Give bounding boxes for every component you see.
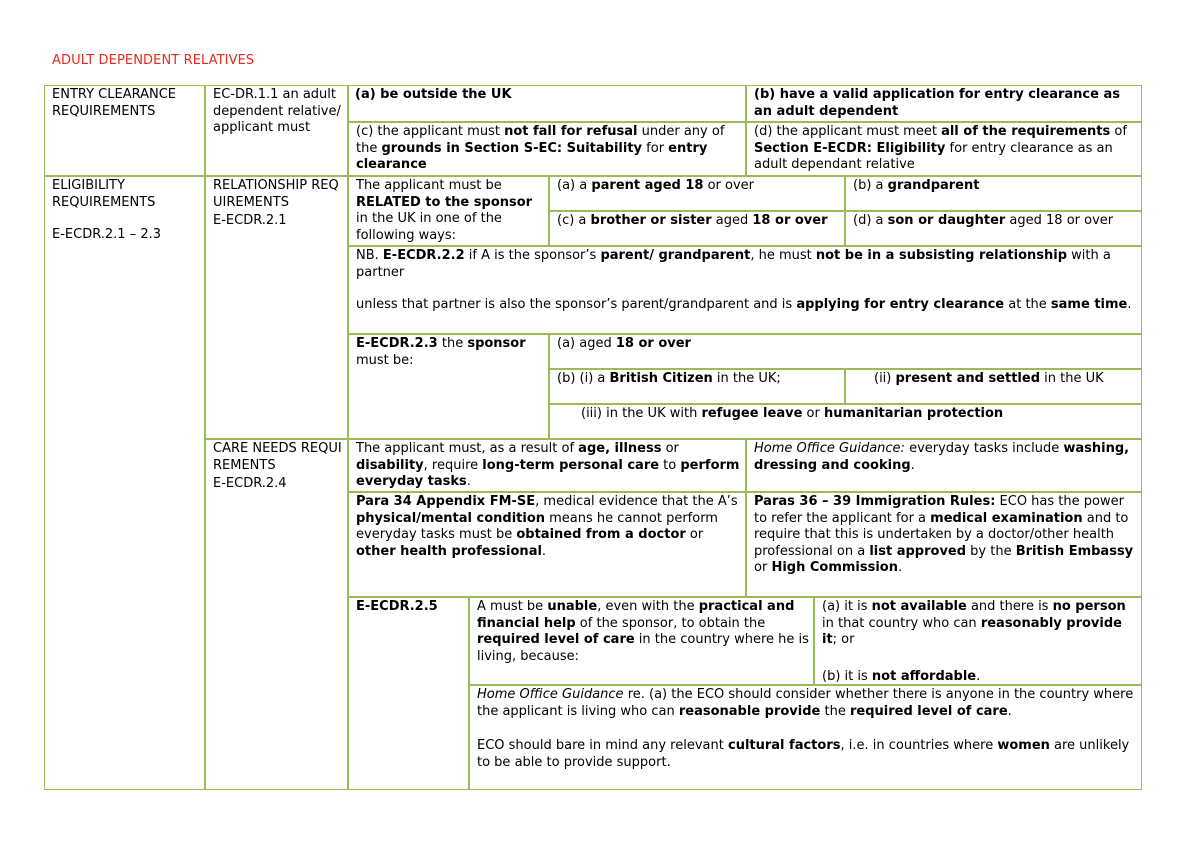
relationship-label-cell (205, 176, 348, 439)
eligibility-ref: E-ECDR.2.1 – 2.3 (52, 227, 162, 242)
care-needs-label: CARE NEEDS REQUIREMENTS (213, 441, 342, 473)
cultural-factors-text: ECO should bare in mind any relevant cultural factors, i.e. in countries where women are unlikely to be able to provide support. (477, 738, 1130, 770)
eligibility-label-cell (44, 176, 205, 790)
suitability-cell: (c) the applicant must not fall for refusal under any of the grounds in Section S-EC: Suitability for entry clearance (348, 122, 746, 176)
parent-option-cell: (a) a parent aged 18 or over (549, 176, 845, 211)
eco-guidance-text: Home Office Guidance re. (a) the ECO should consider whether there is anyone in the country where the applicant is living who can reasonable provide the required level of care. (477, 687, 1134, 719)
entry-clearance-label-cell (44, 85, 205, 176)
ec-dr-label: EC-DR.1.1 an adult dependent relative/ applicant must (213, 87, 341, 135)
entry-clearance-label: ENTRY CLEARANCE REQUIREMENTS (52, 87, 176, 119)
valid-application-text: (b) have a valid application for entry clearance as an adult dependent (754, 87, 1120, 119)
ecdr-2-5-cell (348, 597, 469, 790)
sibling-option-cell: (c) a brother or sister aged 18 or over (549, 211, 845, 246)
eco-guidance-cell (469, 685, 1142, 790)
medical-examination-cell: Paras 36 – 39 Immigration Rules: ECO has the power to refer the applicant for a medical examination and to require that this is undertaken by a doctor/other health professional on a list approved by the British Embassy or High Commission. (746, 492, 1142, 597)
relationship-ref: E-ECDR.2.1 (213, 213, 287, 228)
outside-uk-text: (a) be outside the UK (355, 87, 512, 102)
reasons-cell (814, 597, 1142, 685)
grandparent-option-cell: (b) a grandparent (845, 176, 1142, 211)
eligibility-label: ELIGIBILITY REQUIREMENTS (52, 178, 156, 210)
reason-not-available: (a) it is not available and there is no person in that country who can reasonably provide it; or (822, 599, 1126, 647)
medical-evidence-cell: Para 34 Appendix FM-SE, medical evidence that the A’s physical/mental condition means he cannot perform everyday tasks must be obtained from a doctor or other health professional. (348, 492, 746, 597)
ecdr-2-5-ref: E-ECDR.2.5 (356, 599, 438, 614)
unable-care-cell: A must be unable, even with the practical and financial help of the sponsor, to obtain the required level of care in the country where he is living, because: (469, 597, 814, 685)
related-to-sponsor-cell: The applicant must be RELATED to the sponsor in the UK in one of the following ways: (348, 176, 549, 246)
outside-uk-cell (348, 85, 746, 122)
eligibility-requirements-cell: (d) the applicant must meet all of the requirements of Section E-ECDR: Eligibility for entry clearance as an adult dependant relative (746, 122, 1142, 176)
valid-application-cell (746, 85, 1142, 122)
care-needs-label-cell (205, 439, 348, 790)
british-citizen-cell: (b) (i) a British Citizen in the UK; (549, 369, 845, 404)
personal-care-cell: The applicant must, as a result of age, illness or disability, require long-term personal care to perform everyday tasks. (348, 439, 746, 492)
everyday-tasks-guidance-cell: Home Office Guidance: everyday tasks include washing, dressing and cooking. (746, 439, 1142, 492)
nb-partner-text: NB. E-ECDR.2.2 if A is the sponsor’s parent/ grandparent, he must not be in a subsisting relationship with a partner (356, 248, 1111, 280)
nb-partner-cell (348, 246, 1142, 334)
aged-18-cell: (a) aged 18 or over (549, 334, 1142, 369)
page-title: ADULT DEPENDENT RELATIVES (52, 53, 255, 68)
child-option-cell: (d) a son or daughter aged 18 or over (845, 211, 1142, 246)
refugee-leave-cell: (iii) in the UK with refugee leave or humanitarian protection (549, 404, 1142, 439)
ec-dr-cell (205, 85, 348, 176)
present-settled-cell: (ii) present and settled in the UK (845, 369, 1142, 404)
care-needs-ref: E-ECDR.2.4 (213, 476, 287, 491)
reason-not-affordable: (b) it is not affordable. (822, 668, 981, 684)
relationship-label: RELATIONSHIP REQUIREMENTS (213, 178, 339, 210)
sponsor-must-be-cell: E-ECDR.2.3 the sponsor must be: (348, 334, 549, 439)
unless-partner-text: unless that partner is also the sponsor’s parent/grandparent and is applying for entry clearance at the same time. (356, 297, 1132, 312)
